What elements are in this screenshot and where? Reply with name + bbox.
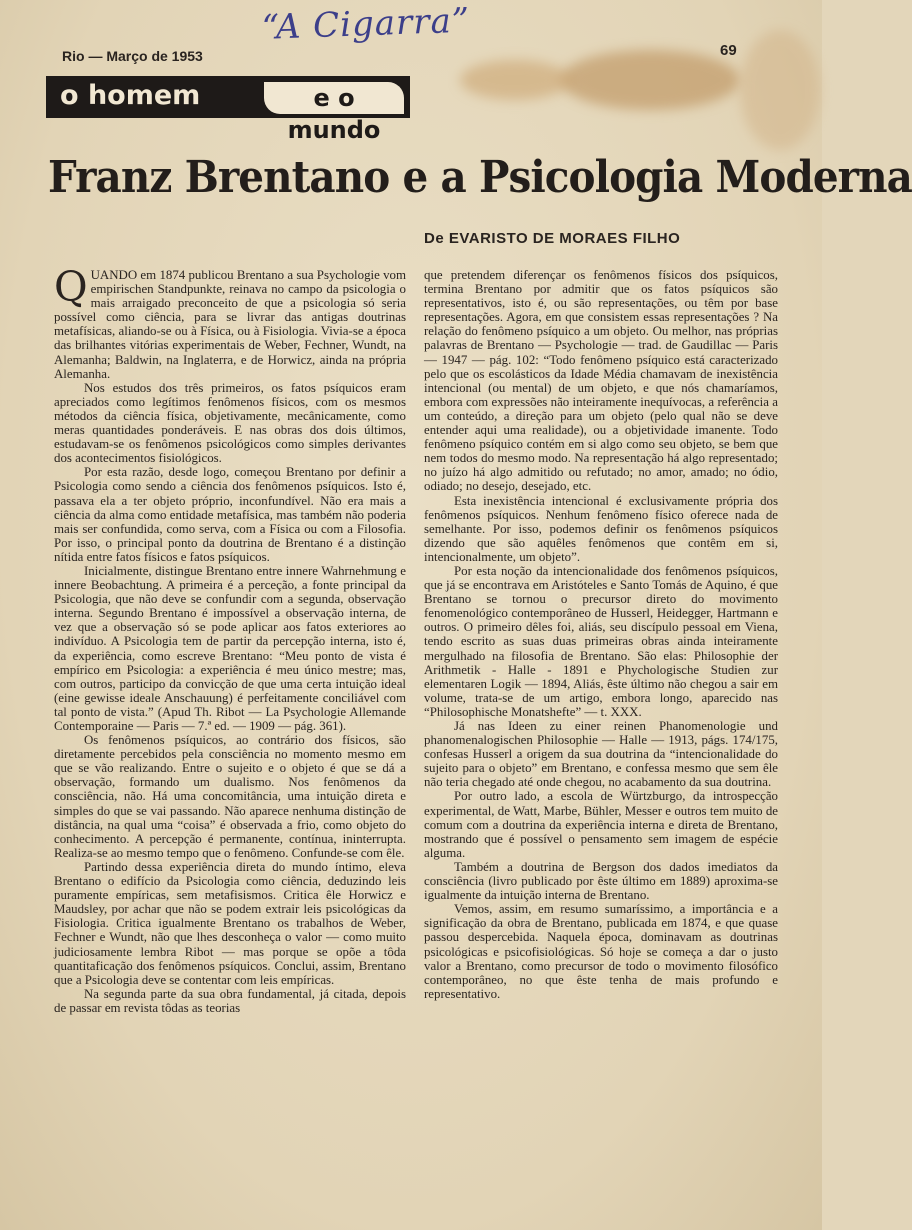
drop-cap: Q xyxy=(54,263,88,311)
paragraph: Nos estudos dos três primeiros, os fatos psíquicos eram apreciados como legítimos fenômenos físicos, com os mesmos métodos da ciência física, objetivamente, mecânicamente, como meras quantidades ponderáveis. E nas obras dos dois últimos, estudavam-se os fenômenos psicológicos como simples derivantes dos acontecimentos fisiológicos. xyxy=(54,380,406,466)
left-column xyxy=(54,263,406,1015)
paragraph: Por esta razão, desde logo, começou Brentano por definir a Psicologia como sendo a ciência dos fenômenos psíquicos. Isto é, passava ela a ter objeto próprio, inconfundível. Não era mais a ciência da alma como entidade metafísica, mas também não poderia mais ser confundida, como serva, com a Física ou com a Filosofia. Por isso, o principal ponto da doutrina de Brentano é a distinção nítida entre fatos físicos e fatos psíquicos. xyxy=(54,465,406,564)
article-title: Franz Brentano e a Psicologia Moderna xyxy=(48,152,912,203)
paragraph: Vemos, assim, em resumo sumaríssimo, a importância e a significação da obra de Brentano, publicada em 1874, e que quase passou despercebida. Naquela época, dominavam as doutrinas psicológicas e psicofisiológicas. Só hoje se começa a dar o justo valor a Brentano, como precursor de todo o movimento filosófico contemporâneo, no que êste tenha de mais profundo e representativo. xyxy=(424,902,778,1001)
paragraph: Inicialmente, distingue Brentano entre innere Wahrnehmung e innere Beobachtung. A primeira é a perceção, a fonte principal da Psicologia, que não deve se confundir com a segunda, observação interna. Segundo Brentano é impossível a observação interna, de vez que a observação só se pode aplicar aos fatos exteriores ao indivíduo. A Psicologia tem de partir da percepção interna, isto é, da experiência, como escreve Brentano: “Meu ponto de vista é empírico em Psicologia: a experiência é meu único mestre; mas, com outros, participo da convicção de que uma certa intuição ideal (eine gewisse ideale Anschauung) é perfeitamente conciliável com tal ponto de vista.” (Apud Th. Ribot — La Psychologie Allemande Contemporaine — Paris — 7.ª ed. — 1909 — pág. 361). xyxy=(54,563,406,733)
article-byline: De EVARISTO DE MORAES FILHO xyxy=(424,230,681,247)
paragraph xyxy=(54,263,406,381)
paragraph: Na segunda parte da sua obra fundamental, já citada, depois de passar em revista tôdas as teorias xyxy=(54,986,406,1015)
paper-stain xyxy=(560,50,740,110)
section-label-primary: o homem xyxy=(60,80,201,111)
paragraph-text: UANDO em 1874 publicou Brentano a sua Psychologie vom empirischen Standpunkte, reinava no campo da psicologia o mais arraigado preconceito de que a psicologia só seria possível como ciência, para se livrar das antigas doutrinas metafísicas, aliando-se ou à Física, ou à Fisiologia. Vivia-se a época das brilhantes vitórias experimentais de Weber, Fechner, Wundt, na Alemanha; Baldwin, na Inglaterra, e de Horwicz, ainda na própria Alemanha. xyxy=(54,268,406,381)
right-column xyxy=(424,268,778,1001)
section-label-secondary: e o mundo xyxy=(264,82,404,114)
paragraph: Também a doutrina de Bergson dos dados imediatos da consciência (livro publicado por êste último em 1889) aproxima-se igualmente da intuição interna de Brentano. xyxy=(424,859,778,903)
paper-stain xyxy=(740,30,820,150)
section-banner xyxy=(46,76,410,144)
paragraph: Os fenômenos psíquicos, ao contrário dos físicos, são diretamente percebidos pela consciência no momento mesmo em que se vão realizando. Entre o sujeito e o objeto é que se dá a observação, formando um dualismo. Nos fenômenos da consciência, não. Há uma concomitância, uma intuição direta e simples do que se vai passando. Não aparece nenhuma distinção de distância, na qual uma “coisa” é observada a frio, como objeto do conhecimento. A percepção é permanente, contínua, ininterrupta. Realiza-se ao mesmo tempo que o fenômeno. Confunde-se com êle. xyxy=(54,733,406,860)
paragraph: que pretendem diferençar os fenômenos físicos dos psíquicos, termina Brentano por admitir que os fatos psíquicos são representativos, isto é, ou são representações, ou têm por base representações. Agora, em que consistem essas representações ? Na relação do fenômeno psíquico a um objeto. Ou melhor, nas próprias palavras de Brentano — Psychologie — trad. de Gaudillac — Paris — 1947 — pág. 102: “Todo fenômeno psíquico está caracterizado pelo que os escolásticos da Idade Média chamavam de inexistência intencional (ou mental) de um objeto, e que nós chamaríamos, embora com expressões não inteiramente inequívocas, a referência a um conteúdo, a direção para um objeto (pelo qual não se deve entender aqui uma realidade), ou a objetividade imanente. Todo fenômeno psíquico contém em si algo como seu objeto, se bem que nem todos do mesmo modo. Na representação há algo representado; no juízo há algo admitido ou refutado; no amor, amado; no ódio, odiado; no desejo, desejado, etc. xyxy=(424,268,778,494)
paragraph: Por outro lado, a escola de Würtzburgo, da introspecção experimental, de Watt, Marbe, Bühler, Messer e outros tem muito de comum com a doutrina da experiência interna e direta de Brentano, mostrando que é possível o pensamento sem imagem de espécie alguma. xyxy=(424,789,778,860)
paper-stain xyxy=(460,60,570,100)
paragraph: Já nas Ideen zu einer reinen Phanomenologie und phanomenalogischen Philosophie — Halle — 1913, págs. 174/175, confesas Husserl a origem da sua doutrina da “intencionalidade do sujeito para o objeto” em Brentano, e confessa mesmo que sem êle não teria chegado até onde chegou, no acabamento da sua doutrina. xyxy=(424,719,778,790)
handwritten-note: “A Cigarra” xyxy=(261,0,471,48)
dateline: Rio — Março de 1953 xyxy=(62,48,203,64)
paragraph: Por esta noção da intencionalidade dos fenômenos psíquicos, que já se encontrava em Aristóteles e Santo Tomás de Aquino, é que Brentano se tornou o precursor direto do movimento fenomenológico contemporâneo de Husserl, Heidegger, Hartmann e outros. O primeiro dêles foi, aliás, seu discípulo pessoal em Viena, tendo escrito as suas duas primeiras obras ainda inteiramente mergulhado na filosofia de Brentano. São elas: Philosophie der Arithmetik - Halle - 1891 e Phychologische Studien zur elementaren Logik — 1894, Aliás, êste último não chegou a sair em volume, trata-se de um artigo, embora longo, aparecido nas “Philosophische Monatshefte” — t. XXX. xyxy=(424,563,778,719)
paragraph: Esta inexistência intencional é exclusivamente própria dos fenômenos psíquicos. Nenhum fenômeno físico oferece nada de semelhante. Por isso, podemos definir os fenômenos psíquicos dizendo que são aquêles fenômenos que contêm em si, intencionalmente, um objeto”. xyxy=(424,493,778,564)
paragraph: Partindo dessa experiência direta do mundo íntimo, eleva Brentano o edifício da Psicologia como ciência, deduzindo leis puramente empíricas, sem metafisismos. Critica êle Horwicz e Maudsley, por achar que não se podem extrair leis psicológicas da Fisiologia. Critica igualmente Brentano os trabalhos de Weber, Fechner e Wundt, não que lhes desconheça o valor — como muito judiciosamente lembra Ribot — mas porque se opõe a tôda quantitaficação dos fenômenos psíquicos. Conclui, assim, Brentano que a Psicologia deve se contentar com leis empíricas. xyxy=(54,859,406,987)
page-number: 69 xyxy=(720,42,737,59)
